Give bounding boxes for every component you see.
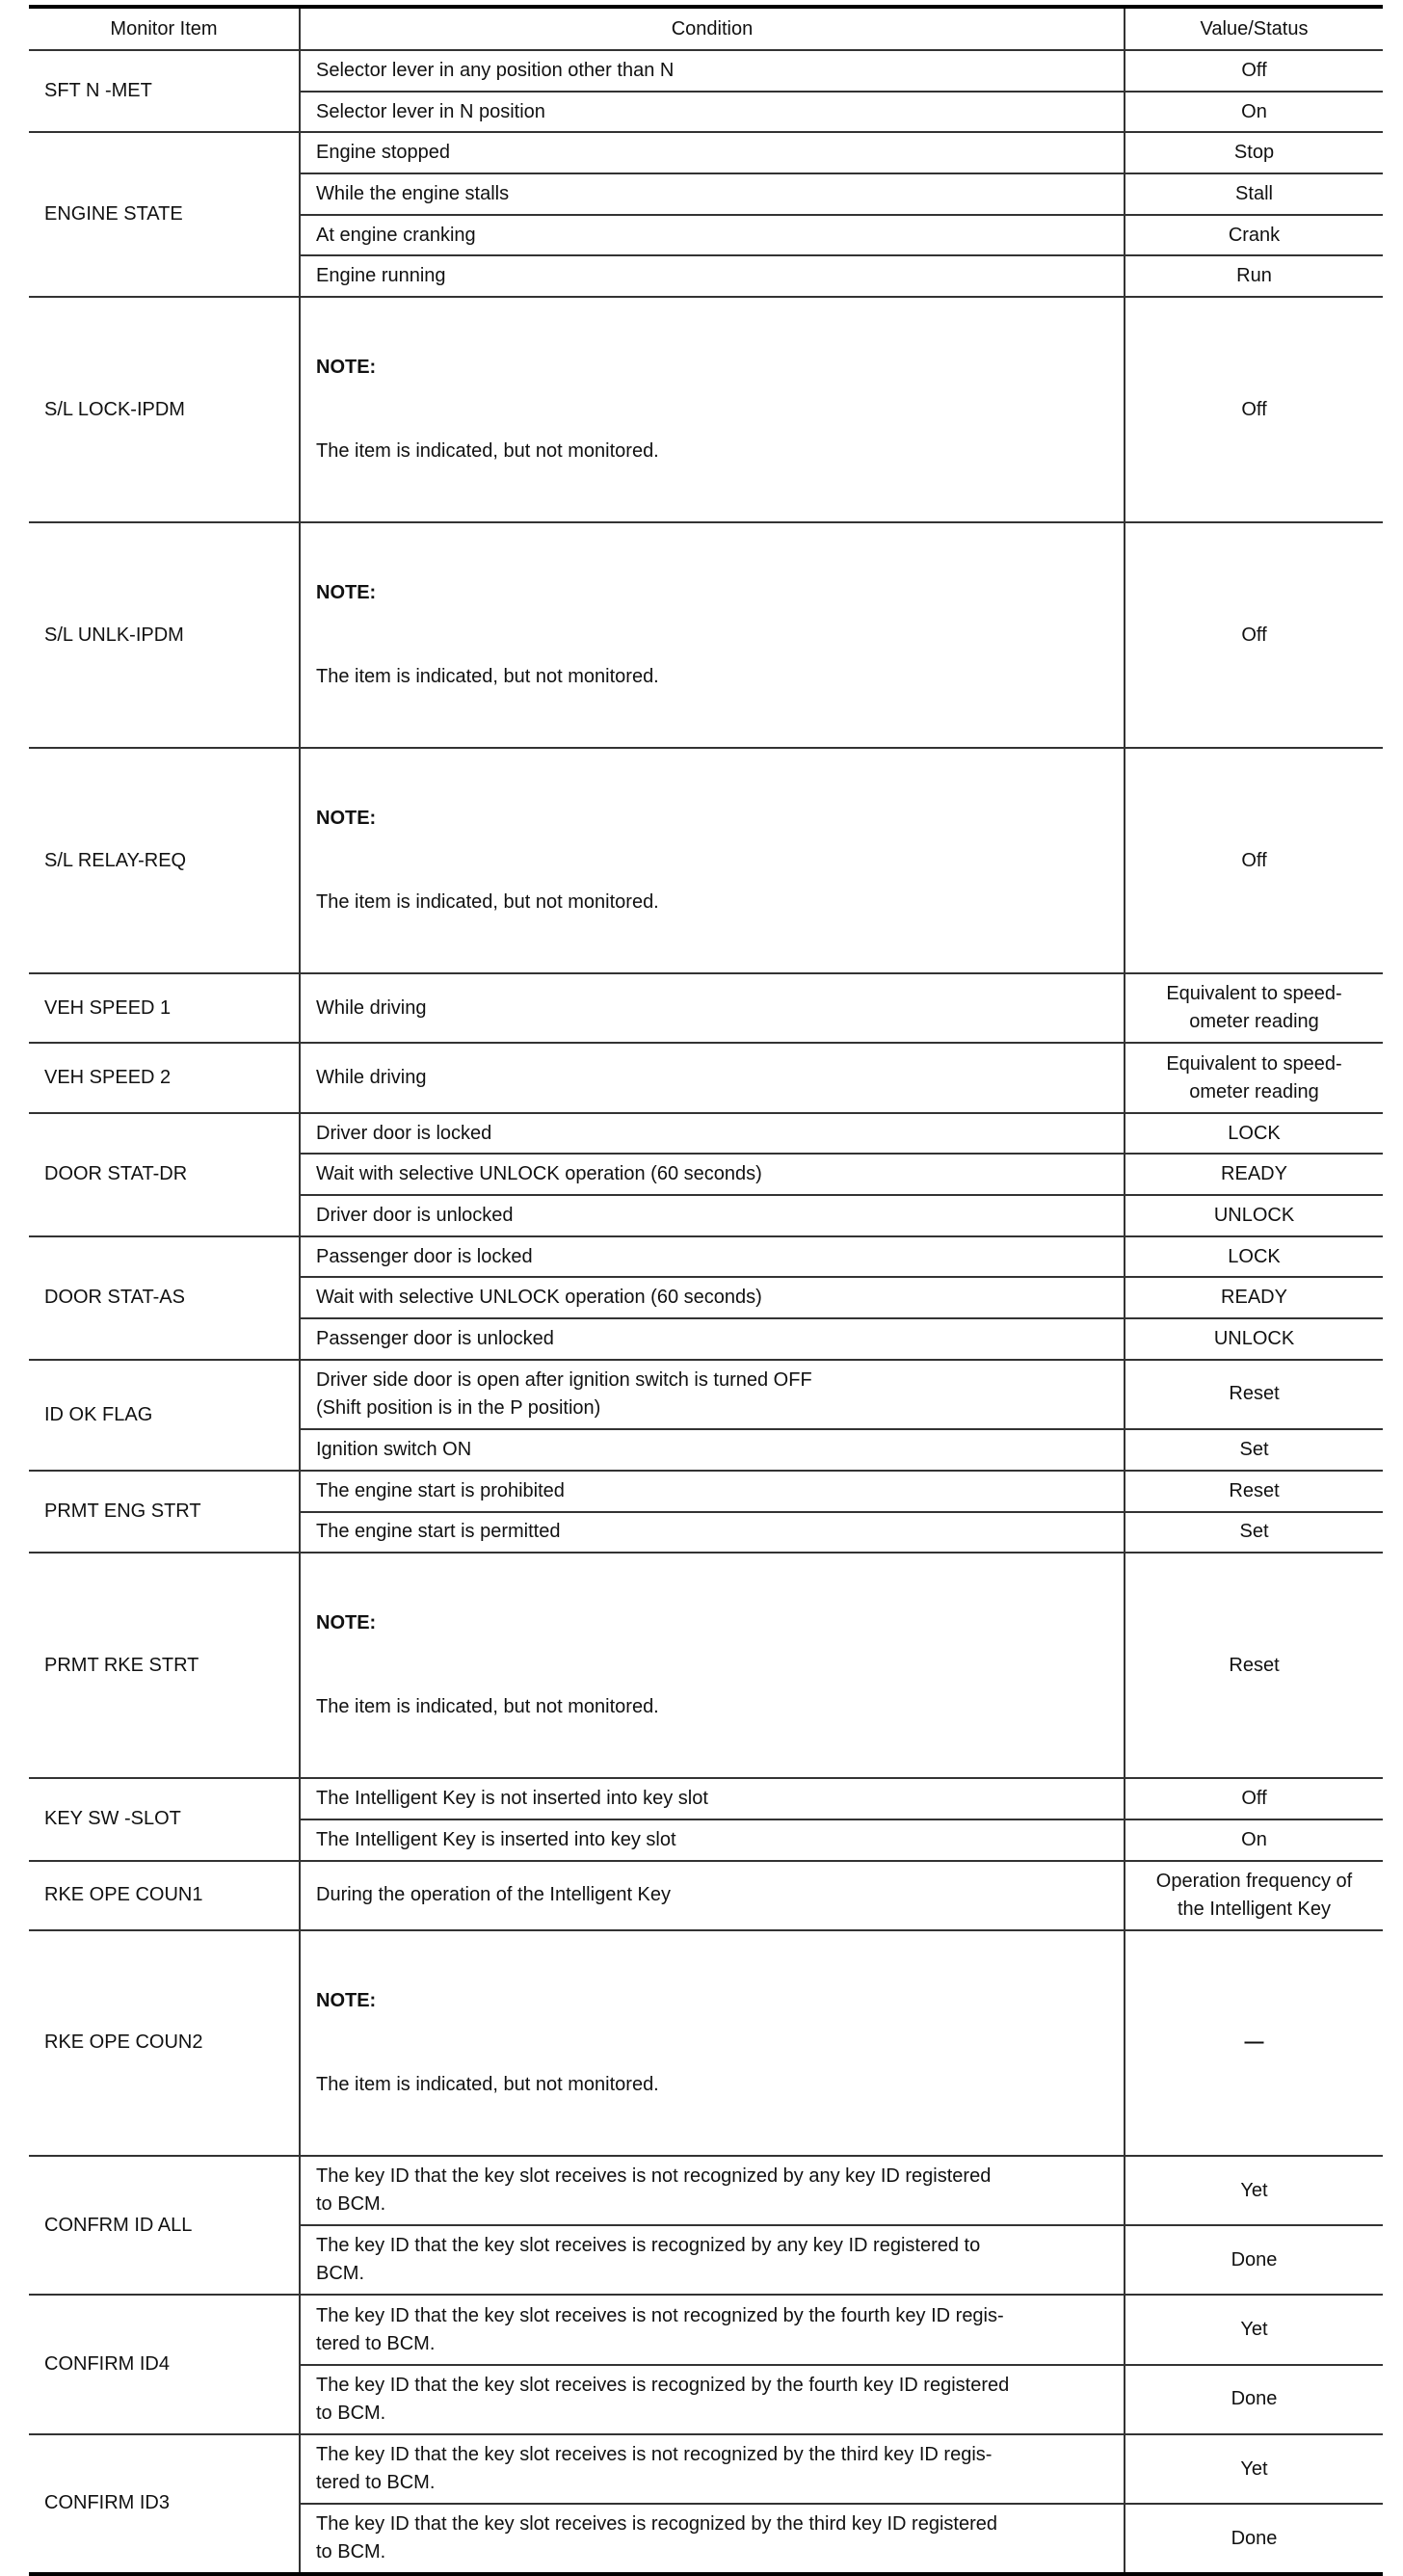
table-row	[29, 1930, 1383, 2156]
condition-cell: Engine running	[300, 255, 1125, 297]
table-row	[29, 297, 1383, 522]
monitor-item-cell: RKE OPE COUN2	[29, 1930, 300, 2156]
condition-cell: At engine cranking	[300, 215, 1125, 256]
condition-cell	[300, 297, 1125, 522]
condition-cell: Selector lever in any position other than N	[300, 50, 1125, 92]
value-cell: Run	[1125, 255, 1383, 297]
value-cell: Yet	[1125, 2434, 1383, 2504]
condition-cell: The key ID that the key slot receives is recognized by the fourth key ID registered to BCM.	[300, 2365, 1125, 2434]
condition-cell: The key ID that the key slot receives is not recognized by the third key ID regis- tered to BCM.	[300, 2434, 1125, 2504]
note-label: NOTE:	[316, 808, 377, 830]
condition-cell: While driving	[300, 973, 1125, 1043]
monitor-item-cell: CONFIRM ID4	[29, 2295, 300, 2434]
monitor-item-cell: DOOR STAT-AS	[29, 1236, 300, 1360]
header-monitor-item: Monitor Item	[29, 7, 300, 50]
value-cell: READY	[1125, 1154, 1383, 1195]
header-condition: Condition	[300, 7, 1125, 50]
table-row	[29, 522, 1383, 748]
value-cell: Off	[1125, 1778, 1383, 1819]
condition-cell: Engine stopped	[300, 132, 1125, 173]
condition-cell: The engine start is permitted	[300, 1512, 1125, 1554]
condition-text: The item is indicated, but not monitored.	[316, 1696, 659, 1718]
condition-cell: Selector lever in N position	[300, 92, 1125, 133]
value-cell: Equivalent to speed- ometer reading	[1125, 973, 1383, 1043]
table-row	[29, 1471, 1383, 1512]
value-cell: Stop	[1125, 132, 1383, 173]
value-cell: Off	[1125, 297, 1383, 522]
monitor-item-cell: PRMT RKE STRT	[29, 1553, 300, 1778]
condition-cell	[300, 1553, 1125, 1778]
condition-cell: During the operation of the Intelligent Key	[300, 1861, 1125, 1930]
value-cell: Yet	[1125, 2295, 1383, 2364]
value-cell: Done	[1125, 2225, 1383, 2295]
table-row	[29, 2434, 1383, 2504]
condition-cell: While the engine stalls	[300, 173, 1125, 215]
value-cell: Off	[1125, 522, 1383, 748]
condition-cell	[300, 1930, 1125, 2156]
condition-cell: The key ID that the key slot receives is recognized by the third key ID registered to BCM.	[300, 2504, 1125, 2573]
value-cell: Reset	[1125, 1471, 1383, 1512]
monitor-item-cell: ENGINE STATE	[29, 132, 300, 297]
monitor-item-cell: PRMT ENG STRT	[29, 1471, 300, 1553]
condition-cell	[300, 748, 1125, 973]
value-cell: Reset	[1125, 1360, 1383, 1429]
note-label: NOTE:	[316, 1989, 377, 2011]
condition-cell: Ignition switch ON	[300, 1429, 1125, 1471]
value-cell: Done	[1125, 2365, 1383, 2434]
table-row	[29, 2295, 1383, 2364]
monitor-item-cell: CONFIRM ID3	[29, 2434, 300, 2574]
value-cell: —	[1125, 1930, 1383, 2156]
value-cell: Off	[1125, 748, 1383, 973]
condition-cell: The Intelligent Key is inserted into key slot	[300, 1819, 1125, 1861]
monitor-item-cell: ID OK FLAG	[29, 1360, 300, 1471]
value-cell: UNLOCK	[1125, 1195, 1383, 1236]
value-cell: READY	[1125, 1277, 1383, 1318]
condition-cell: While driving	[300, 1043, 1125, 1112]
value-cell: Operation frequency of the Intelligent Key	[1125, 1861, 1383, 1930]
table-row	[29, 1043, 1383, 1112]
value-cell: Reset	[1125, 1553, 1383, 1778]
condition-text: The item is indicated, but not monitored.	[316, 2073, 659, 2095]
table-row	[29, 748, 1383, 973]
table-row	[29, 1778, 1383, 1819]
monitor-item-table	[29, 5, 1383, 2576]
condition-text: The item is indicated, but not monitored.	[316, 440, 659, 463]
monitor-item-cell: SFT N -MET	[29, 50, 300, 132]
table-row	[29, 1236, 1383, 1278]
note-label: NOTE:	[316, 1612, 377, 1634]
table-row	[29, 1861, 1383, 1930]
value-cell: LOCK	[1125, 1113, 1383, 1155]
monitor-item-cell: S/L UNLK-IPDM	[29, 522, 300, 748]
condition-cell: Driver door is unlocked	[300, 1195, 1125, 1236]
condition-cell: Driver side door is open after ignition switch is turned OFF (Shift position is in the P position)	[300, 1360, 1125, 1429]
value-cell: Stall	[1125, 173, 1383, 215]
condition-cell: Wait with selective UNLOCK operation (60 seconds)	[300, 1277, 1125, 1318]
monitor-item-cell: VEH SPEED 1	[29, 973, 300, 1043]
value-cell: Equivalent to speed- ometer reading	[1125, 1043, 1383, 1112]
value-cell: LOCK	[1125, 1236, 1383, 1278]
value-cell: Set	[1125, 1429, 1383, 1471]
table-row	[29, 1360, 1383, 1429]
monitor-item-cell: KEY SW -SLOT	[29, 1778, 300, 1860]
value-cell: Yet	[1125, 2156, 1383, 2225]
table-row	[29, 132, 1383, 173]
monitor-item-cell: RKE OPE COUN1	[29, 1861, 300, 1930]
value-cell: Crank	[1125, 215, 1383, 256]
note-label: NOTE:	[316, 357, 377, 379]
monitor-item-cell: S/L LOCK-IPDM	[29, 297, 300, 522]
table-row	[29, 973, 1383, 1043]
table-row	[29, 50, 1383, 92]
condition-cell: Driver door is locked	[300, 1113, 1125, 1155]
monitor-item-cell: S/L RELAY-REQ	[29, 748, 300, 973]
monitor-item-cell: CONFRM ID ALL	[29, 2156, 300, 2296]
table-row	[29, 1553, 1383, 1778]
value-cell: On	[1125, 92, 1383, 133]
monitor-item-cell: VEH SPEED 2	[29, 1043, 300, 1112]
value-cell: UNLOCK	[1125, 1318, 1383, 1360]
header-row	[29, 7, 1383, 50]
header-value-status: Value/Status	[1125, 7, 1383, 50]
condition-text: The item is indicated, but not monitored.	[316, 666, 659, 688]
condition-cell: The key ID that the key slot receives is recognized by any key ID registered to BCM.	[300, 2225, 1125, 2295]
condition-cell: The engine start is prohibited	[300, 1471, 1125, 1512]
condition-cell	[300, 522, 1125, 748]
condition-cell: Passenger door is unlocked	[300, 1318, 1125, 1360]
value-cell: Set	[1125, 1512, 1383, 1554]
table-row	[29, 1113, 1383, 1155]
condition-cell: Wait with selective UNLOCK operation (60 seconds)	[300, 1154, 1125, 1195]
condition-cell: The Intelligent Key is not inserted into key slot	[300, 1778, 1125, 1819]
value-cell: On	[1125, 1819, 1383, 1861]
table-row	[29, 2156, 1383, 2225]
condition-cell: Passenger door is locked	[300, 1236, 1125, 1278]
condition-cell: The key ID that the key slot receives is not recognized by the fourth key ID regis- tered to BCM.	[300, 2295, 1125, 2364]
note-label: NOTE:	[316, 582, 377, 604]
condition-text: The item is indicated, but not monitored.	[316, 891, 659, 914]
value-cell: Off	[1125, 50, 1383, 92]
monitor-item-cell: DOOR STAT-DR	[29, 1113, 300, 1236]
value-cell: Done	[1125, 2504, 1383, 2573]
condition-cell: The key ID that the key slot receives is not recognized by any key ID registered to BCM.	[300, 2156, 1125, 2225]
